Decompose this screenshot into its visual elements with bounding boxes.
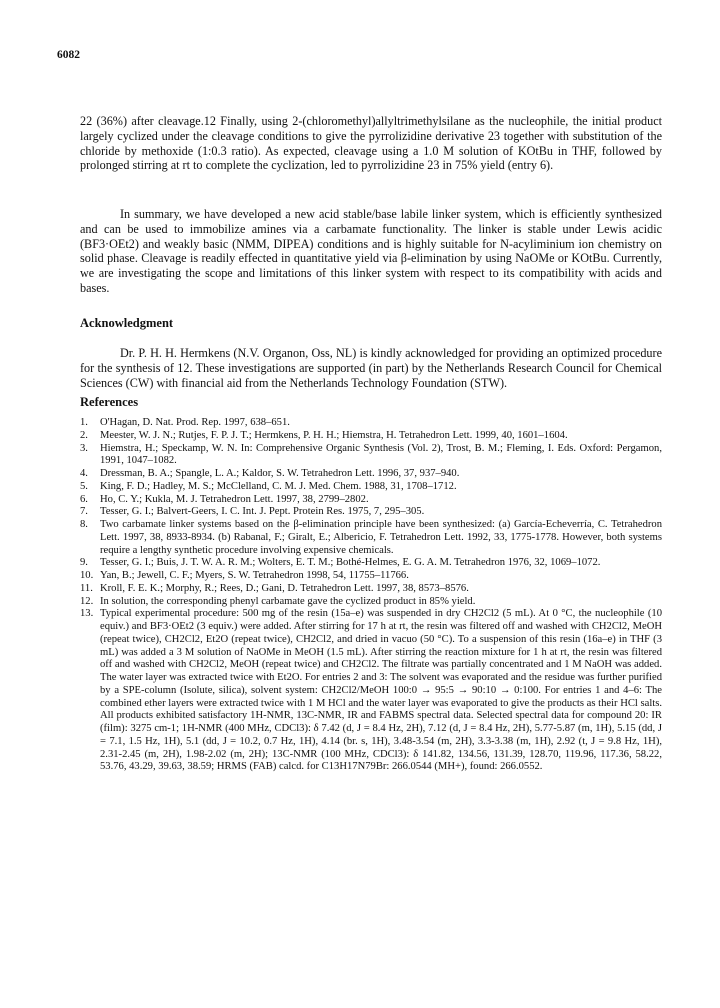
references-heading: References: [80, 395, 139, 409]
reference-number: 11.: [80, 582, 93, 594]
reference-number: 4.: [80, 468, 88, 479]
reference-item: [80, 417, 662, 430]
reference-item: [80, 570, 662, 583]
reference-text: Meester, W. J. N.; Rutjes, F. P. J. T.; Hermkens, P. H. H.; Hiemstra, H. Tetrahedron Lett. 1999, 40, 1601–1604.: [100, 429, 568, 441]
reference-text: Hiemstra, H.; Speckamp, W. N. In: Comprehensive Organic Synthesis (Vol. 2), Trost, B. M.; Fleming, I. Eds. Oxford: Pergamon, 1991, 1047–1082.: [100, 442, 662, 467]
reference-item: [80, 468, 662, 481]
reference-number: 10.: [80, 570, 94, 581]
reference-number: 1.: [80, 417, 88, 428]
reference-number: 5.: [80, 480, 88, 492]
reference-item: [80, 519, 662, 557]
reference-number: 13.: [80, 608, 94, 620]
page-number: 6082: [57, 49, 80, 61]
reference-text: Yan, B.; Jewell, C. F.; Myers, S. W. Tetrahedron 1998, 54, 11755–11766.: [100, 570, 409, 581]
body-paragraph-summary: In summary, we have developed a new acid stable/base labile linker system, which is efficiently synthesized and can be used to immobilize amines via a carbamate functionality. The linker is stable under Lewis acidic (BF3·OEt2) and weakly basic (NMM, DIPEA) conditions and is highly suitable for N-acyliminium ion chemistry on solid phase. Cleavage is readily effected in quantitative yield via β-elimination by using NaOMe or KOtBu. Currently, we are investigating the scope and limitations of this linker system with respect to its compatibility with acids and bases.: [80, 207, 662, 295]
reference-text: Tesser, G. I.; Buis, J. T. W. A. R. M.; Wolters, E. T. M.; Bothé-Helmes, E. G. A. M. Tetrahedron 1976, 32, 1069–1072.: [100, 557, 601, 569]
reference-text: In solution, the corresponding phenyl carbamate gave the cyclized product in 85% yield.: [100, 595, 476, 607]
reference-text: Typical experimental procedure: 500 mg of the resin (15a–e) was suspended in dry CH2Cl2 (5 mL). At 0 °C, the nucleophile (10 equiv.) and BF3·OEt2 (3 equiv.) were added. After stirring for 17 h at rt, the resin was filtered off and washed with CH2Cl2, MeOH (repeat twice), CH2Cl2, Et2O (repeat twice), CH2Cl2, and dried in vacuo (50 °C). To a suspension of this resin (16a–e) in THF (3 mL) was added a 3 M solution of NaOMe in MeOH (1.5 mL). After stirring the reaction mixture for 1 h at rt, the resin was filtered off and washed with CH2Cl2, MeOH (repeat twice) and CH2Cl2. The filtrate was partially concentrated and 1 M NaOH was added. The water layer was extracted twice with Et2O. For entries 2 and 3: The solvent was evaporated and the residue was further purified by a SPE-column (Isolute, silica), solvent system: CH2Cl2/MeOH 100:0 → 95:5 → 90:10 → 0:100. For entries 1 and 4–6: The combined ether layers were extracted twice with 1 M HCl and the water layer was evaporated to give the products as their HCl salts. All products exhibited satisfactory 1H-NMR, 13C-NMR, IR and FABMS spectral data. Selected spectral data for compound 20: IR (film): 3275 cm-1; 1H-NMR (400 MHz, CDCl3): δ 7.42 (d, J = 8.4 Hz, 2H), 7.12 (d, J = 8.4 Hz, 2H), 5.77-5.87 (m, 1H), 5.15 (dd, J = 7.1, 1.5 Hz, 1H), 5.1 (dd, J = 10.2, 0.7 Hz, 1H), 4.14 (br. s, 1H), 3.48-3.54 (m, 2H), 3.3-3.38 (m, 1H), 2.92 (t, J = 9.8 Hz, 1H), 2.31-2.45 (m, 2H), 1.98-2.02 (m, 2H); 13C-NMR (100 MHz, CDCl3): δ 141.82, 134.56, 131.39, 128.70, 119.96, 117.36, 58.22, 53.76, 43.29, 39.63, 38.59; HRMS (FAB) calcd. for C13H17N79Br: 266.0544 (MH+), found: 266.0552.: [100, 608, 662, 773]
reference-item: [80, 557, 662, 570]
reference-number: 12.: [80, 595, 94, 607]
reference-item: [80, 608, 662, 774]
reference-text: Two carbamate linker systems based on the β-elimination principle have been synthesized: (a) García-Echeverría, C. Tetrahedron Lett. 1997, 38, 8933-8934. (b) Rabanal, F.; Giralt, E.; Albericio, F. Tetrahedron Lett. 1992, 33, 1775-1778. However, both systems require a lengthy synthetic procedure involving expensive chemicals.: [100, 519, 662, 556]
reference-number: 3.: [80, 442, 88, 454]
references-list: [80, 417, 662, 774]
reference-item: [80, 481, 662, 494]
reference-text: Tesser, G. I.; Balvert-Geers, I. C. Int. J. Pept. Protein Res. 1975, 7, 295–305.: [100, 506, 425, 518]
reference-number: 2.: [80, 429, 88, 441]
reference-item: [80, 443, 662, 469]
reference-item: [80, 506, 662, 519]
body-paragraph-continuation: 22 (36%) after cleavage.12 Finally, using 2-(chloromethyl)allyltrimethylsilane as the nucleophile, the initial product largely cyclized under the cleavage conditions to give the pyrrolizidine derivative 23 together with substitution of the chloride by methoxide (1:0.3 ratio). As expected, cleavage using a 1.0 M solution of KOtBu in THF, followed by prolonged stirring at rt to complete the cyclization, led to pyrrolizidine 23 in 75% yield (entry 6).: [80, 114, 662, 173]
reference-number: 7.: [80, 506, 88, 518]
reference-item: [80, 583, 662, 596]
reference-item: [80, 430, 662, 443]
reference-text: King, F. D.; Hadley, M. S.; McClelland, C. M. J. Med. Chem. 1988, 31, 1708–1712.: [100, 480, 457, 492]
reference-text: Ho, C. Y.; Kukla, M. J. Tetrahedron Lett. 1997, 38, 2799–2802.: [100, 493, 369, 505]
acknowledgment-heading: Acknowledgment: [80, 316, 174, 330]
acknowledgment-text: Dr. P. H. H. Hermkens (N.V. Organon, Oss, NL) is kindly acknowledged for providing an optimized procedure for the synthesis of 12. These investigations are supported (in part) by the Netherlands Research Council for Chemical Sciences (CW) with financial aid from the Netherlands Technology Foundation (STW).: [80, 346, 662, 390]
reference-number: 6.: [80, 493, 88, 505]
reference-text: Dressman, B. A.; Spangle, L. A.; Kaldor, S. W. Tetrahedron Lett. 1996, 37, 937–940.: [100, 468, 460, 479]
reference-text: Kroll, F. E. K.; Morphy, R.; Rees, D.; Gani, D. Tetrahedron Lett. 1997, 38, 8573–8576.: [100, 582, 469, 594]
reference-number: 9.: [80, 557, 88, 569]
reference-number: 8.: [80, 519, 88, 530]
reference-item: [80, 494, 662, 507]
reference-item: [80, 596, 662, 609]
reference-text: O'Hagan, D. Nat. Prod. Rep. 1997, 638–651.: [100, 417, 290, 428]
